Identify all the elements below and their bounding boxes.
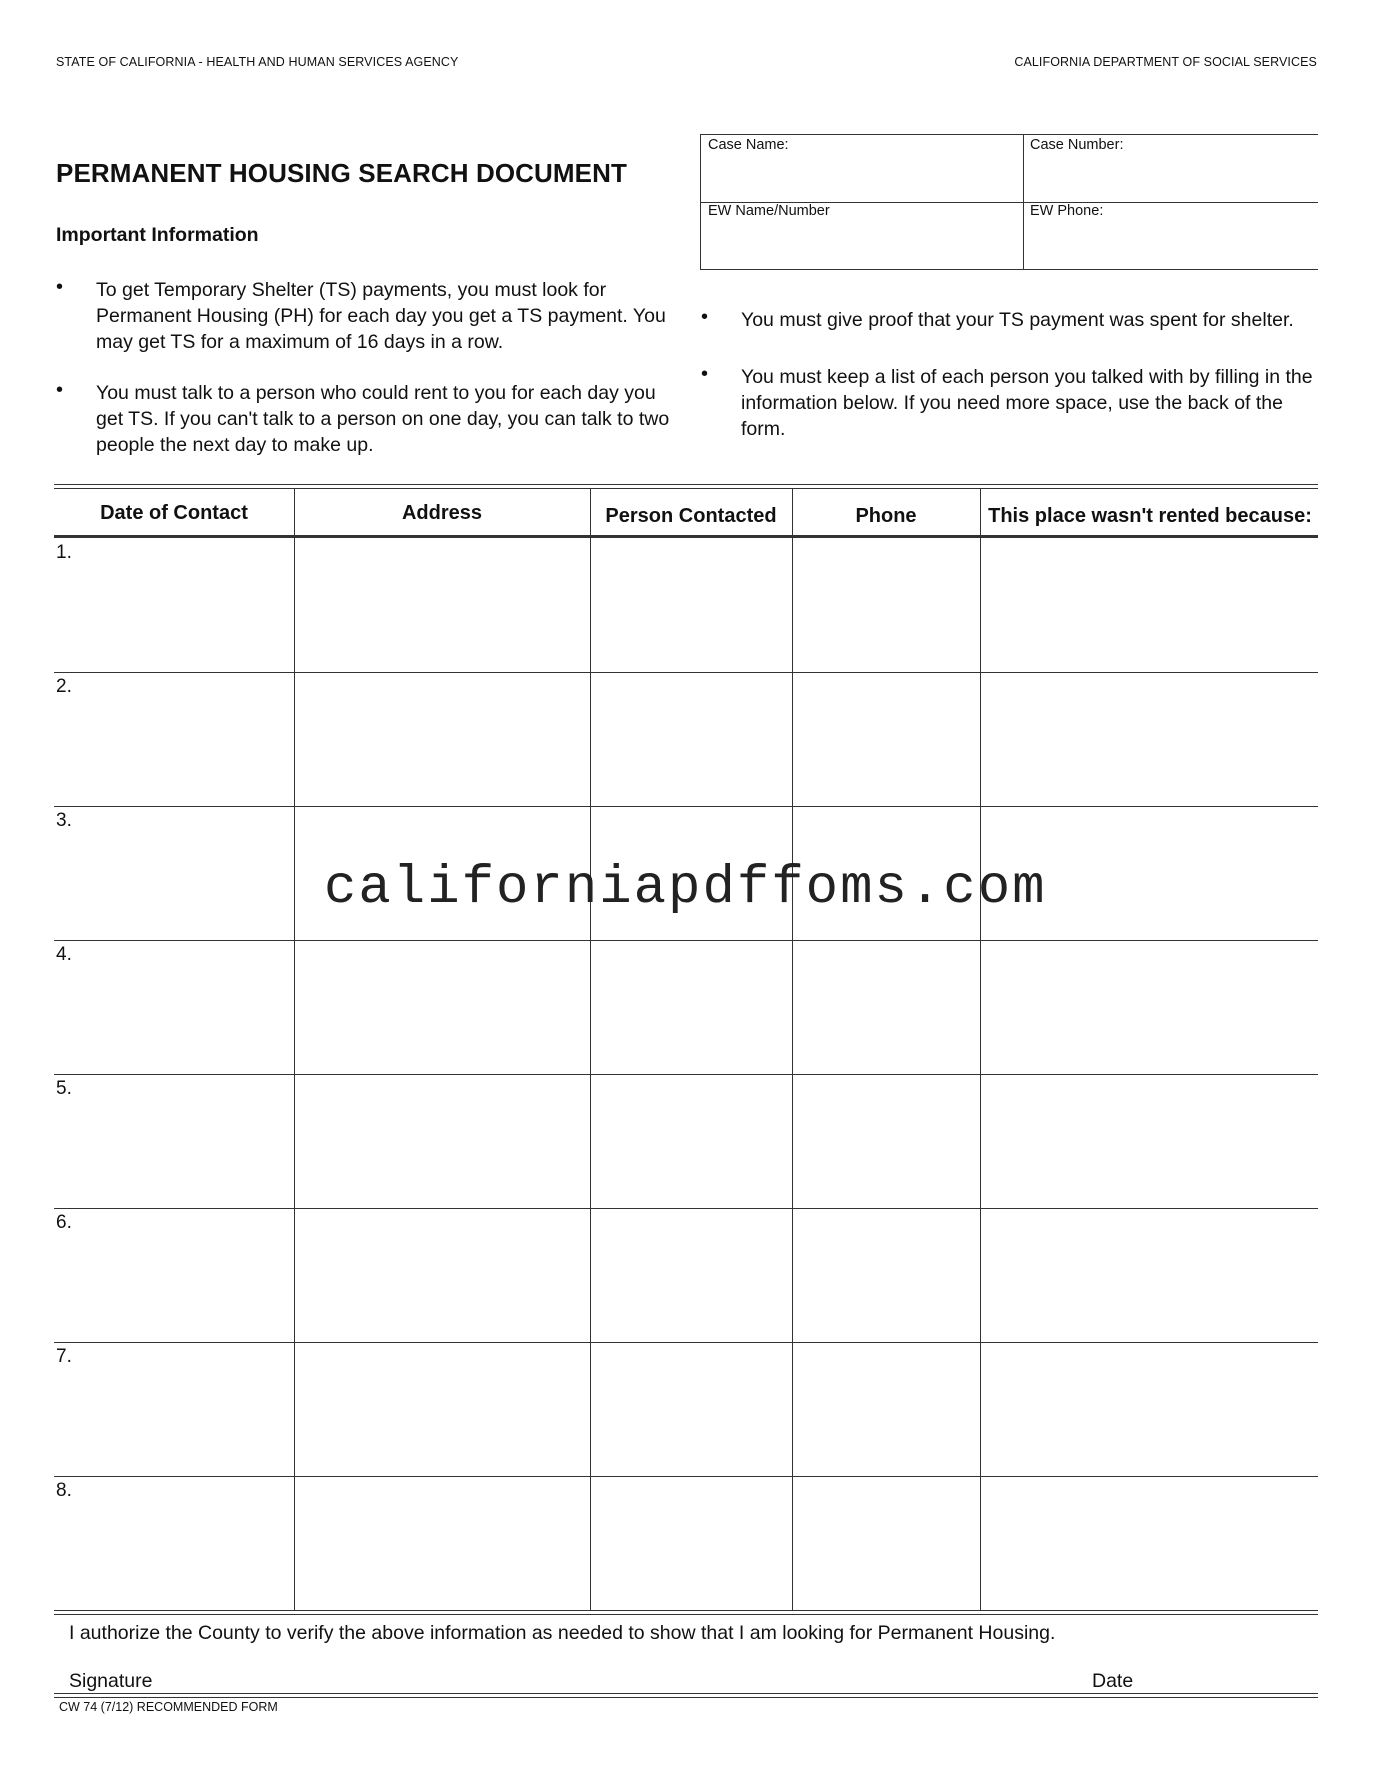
signature-line[interactable] xyxy=(54,1693,1318,1694)
bullet-text: You must give proof that your TS payment was spent for shelter. xyxy=(741,309,1294,331)
row-divider xyxy=(54,1074,1318,1075)
row-number: 4. xyxy=(56,944,72,965)
row-divider xyxy=(54,806,1318,807)
row-divider xyxy=(54,1342,1318,1343)
table-rule xyxy=(54,488,1318,489)
bullet-text: You must talk to a person who could rent to you for each day you get TS. If you can't talk to a person on one day, you can talk to two people the next day to make up. xyxy=(96,382,670,456)
bullet-icon: • xyxy=(701,363,709,385)
column-divider xyxy=(294,489,295,1610)
table-rule xyxy=(54,1610,1318,1611)
bullet-text: You must keep a list of each person you talked with by filling in the information below. If you need more space, use the back of the form. xyxy=(741,366,1313,440)
row-number: 3. xyxy=(56,810,72,831)
column-divider xyxy=(792,489,793,1610)
row-divider xyxy=(54,940,1318,941)
case-info-box xyxy=(700,134,1318,270)
column-header-date: Date of Contact xyxy=(100,502,248,524)
row-divider xyxy=(54,1476,1318,1477)
table-rule xyxy=(54,535,1318,538)
table-rule xyxy=(54,1614,1318,1615)
row-number: 6. xyxy=(56,1212,72,1233)
row-number: 2. xyxy=(56,676,72,697)
row-divider xyxy=(54,1208,1318,1209)
table-rule xyxy=(54,484,1318,485)
case-number-field[interactable]: Case Number: xyxy=(1030,137,1124,153)
department-header: CALIFORNIA DEPARTMENT OF SOCIAL SERVICES xyxy=(1014,55,1317,69)
important-info-heading: Important Information xyxy=(56,224,259,246)
bullet-icon: • xyxy=(56,379,64,401)
column-header-phone: Phone xyxy=(855,505,917,527)
bullet-item-ts-payments xyxy=(56,276,676,355)
bullet-item-proof xyxy=(701,306,1321,333)
column-divider xyxy=(590,489,591,1610)
bullet-text: To get Temporary Shelter (TS) payments, you must look for Permanent Housing (PH) for each day you get a TS payment. You may get TS for a maximum of 16 days in a row. xyxy=(96,279,666,353)
authorization-statement: I authorize the County to verify the above information as needed to show that I am looking for Permanent Housing. xyxy=(69,1622,1056,1644)
footer-rule xyxy=(54,1697,1318,1698)
bullet-item-talk-to-person xyxy=(56,379,676,458)
ew-name-field[interactable]: EW Name/Number xyxy=(708,203,830,219)
bullet-item-keep-list xyxy=(701,363,1321,442)
row-number: 8. xyxy=(56,1480,72,1501)
page-title: PERMANENT HOUSING SEARCH DOCUMENT xyxy=(56,158,627,188)
agency-header: STATE OF CALIFORNIA - HEALTH AND HUMAN SERVICES AGENCY xyxy=(56,55,459,69)
column-divider xyxy=(980,489,981,1610)
date-label: Date xyxy=(1092,1670,1134,1692)
column-header-address: Address xyxy=(401,502,483,524)
watermark: californiapdffoms.com xyxy=(324,858,1047,919)
bullet-icon: • xyxy=(701,306,709,328)
row-number: 7. xyxy=(56,1346,72,1367)
column-header-person: Person Contacted xyxy=(605,505,777,527)
row-number: 1. xyxy=(56,542,72,563)
column-header-reason: This place wasn't rented because: xyxy=(988,505,1312,527)
contact-table xyxy=(54,484,1318,1617)
row-divider xyxy=(54,672,1318,673)
signature-label: Signature xyxy=(69,1670,153,1692)
form-id: CW 74 (7/12) RECOMMENDED FORM xyxy=(59,1700,278,1714)
case-name-field[interactable]: Case Name: xyxy=(708,137,789,153)
row-number: 5. xyxy=(56,1078,72,1099)
bullet-icon: • xyxy=(56,276,64,298)
ew-phone-field[interactable]: EW Phone: xyxy=(1030,203,1104,219)
